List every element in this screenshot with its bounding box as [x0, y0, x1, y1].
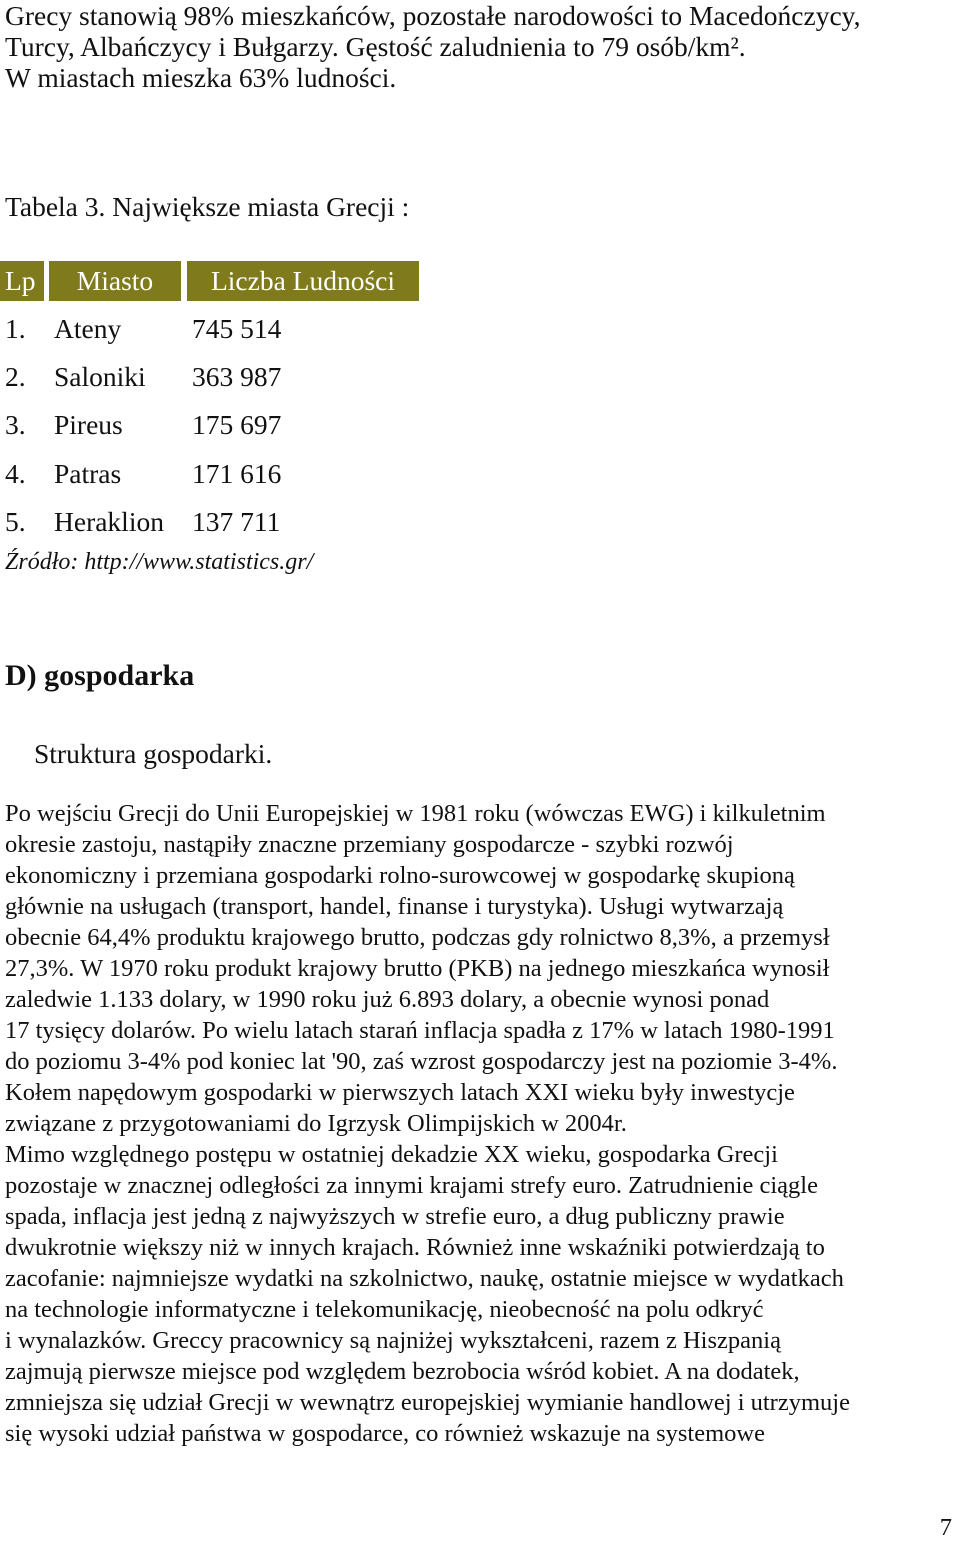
header-lp: Lp	[0, 261, 44, 301]
body-line: zmniejsza się udział Grecji w wewnątrz europejskiej wymianie handlowej i utrzymuje	[5, 1389, 850, 1416]
body-line: 17 tysięcy dolarów. Po wielu latach starań inflacja spadła z 17% w latach 1980-1991	[5, 1017, 835, 1044]
body-line: i wynalazków. Greccy pracownicy są najniżej wykształceni, razem z Hiszpanią	[5, 1327, 781, 1354]
table-caption: Tabela 3. Największe miasta Grecji :	[5, 191, 410, 222]
row-population: 171 616	[192, 458, 282, 489]
body-line: na technologie informatyczne i telekomunikację, nieobecność na polu odkryć	[5, 1296, 764, 1323]
body-line: związane z przygotowaniami do Igrzysk Olimpijskich w 2004r.	[5, 1110, 627, 1137]
header-city: Miasto	[49, 261, 181, 301]
body-paragraph	[5, 798, 955, 1449]
row-population: 137 711	[192, 506, 281, 537]
body-line: zacofanie: najmniejsze wydatki na szkolnictwo, naukę, ostatnie miejsce w wydatkach	[5, 1265, 844, 1292]
section-subheading: Struktura gospodarki.	[34, 738, 273, 769]
row-population: 745 514	[192, 313, 282, 344]
body-line: pozostaje w znacznej odległości za innymi krajami strefy euro. Zatrudnienie ciągle	[5, 1172, 818, 1199]
body-line: zaledwie 1.133 dolary, w 1990 roku już 6.893 dolary, a obecnie wynosi ponad	[5, 986, 770, 1013]
body-line: Po wejściu Grecji do Unii Europejskiej w 1981 roku (wówczas EWG) i kilkuletnim	[5, 800, 826, 827]
row-lp: 3.	[5, 409, 26, 440]
body-line: zajmują pierwsze miejsce pod względem bezrobocia wśród kobiet. A na dodatek,	[5, 1358, 800, 1385]
row-lp: 5.	[5, 506, 26, 537]
row-lp: 2.	[5, 361, 26, 392]
body-line: okresie zastoju, nastąpiły znaczne przemiany gospodarcze - szybki rozwój	[5, 831, 734, 858]
row-population: 175 697	[192, 409, 282, 440]
body-line: dwukrotnie większy niż w innych krajach. Również inne wskaźniki potwierdzają to	[5, 1234, 825, 1261]
body-line: ekonomiczny i przemiana gospodarki rolno-surowcowej w gospodarkę skupioną	[5, 862, 795, 889]
row-lp: 4.	[5, 458, 26, 489]
row-city: Heraklion	[54, 506, 164, 537]
row-city: Ateny	[54, 313, 122, 344]
body-line: się wysoki udział państwa w gospodarce, co również wskazuje na systemowe	[5, 1420, 765, 1447]
row-city: Saloniki	[54, 361, 146, 392]
section-heading: D) gospodarka	[5, 659, 195, 692]
row-population: 363 987	[192, 361, 282, 392]
body-line: do poziomu 3-4% pod koniec lat '90, zaś wzrost gospodarczy jest na poziomie 3-4%.	[5, 1048, 838, 1075]
row-city: Pireus	[54, 409, 123, 440]
body-line: Kołem napędowym gospodarki w pierwszych latach XXI wieku były inwestycje	[5, 1079, 795, 1106]
intro-line: W miastach mieszka 63% ludności.	[5, 62, 397, 93]
header-population: Liczba Ludności	[187, 261, 419, 301]
body-line: spada, inflacja jest jedną z najwyższych w strefie euro, a dług publiczny prawie	[5, 1203, 785, 1230]
body-line: 27,3%. W 1970 roku produkt krajowy brutto (PKB) na jednego mieszkańca wynosił	[5, 955, 830, 982]
intro-line: Turcy, Albańczycy i Bułgarzy. Gęstość zaludnienia to 79 osób/km².	[5, 31, 746, 62]
row-city: Patras	[54, 458, 122, 489]
table-source: Źródło: http://www.statistics.gr/	[5, 549, 314, 575]
row-lp: 1.	[5, 313, 26, 344]
page-number: 7	[939, 1514, 952, 1541]
body-line: obecnie 64,4% produktu krajowego brutto, podczas gdy rolnictwo 8,3%, a przemysł	[5, 924, 830, 951]
body-line: Mimo względnego postępu w ostatniej dekadzie XX wieku, gospodarka Grecji	[5, 1141, 778, 1168]
intro-line: Grecy stanowią 98% mieszkańców, pozostałe narodowości to Macedończycy,	[5, 0, 861, 31]
intro-paragraph	[5, 0, 955, 93]
body-line: głównie na usługach (transport, handel, finanse i turystyka). Usługi wytwarzają	[5, 893, 784, 920]
